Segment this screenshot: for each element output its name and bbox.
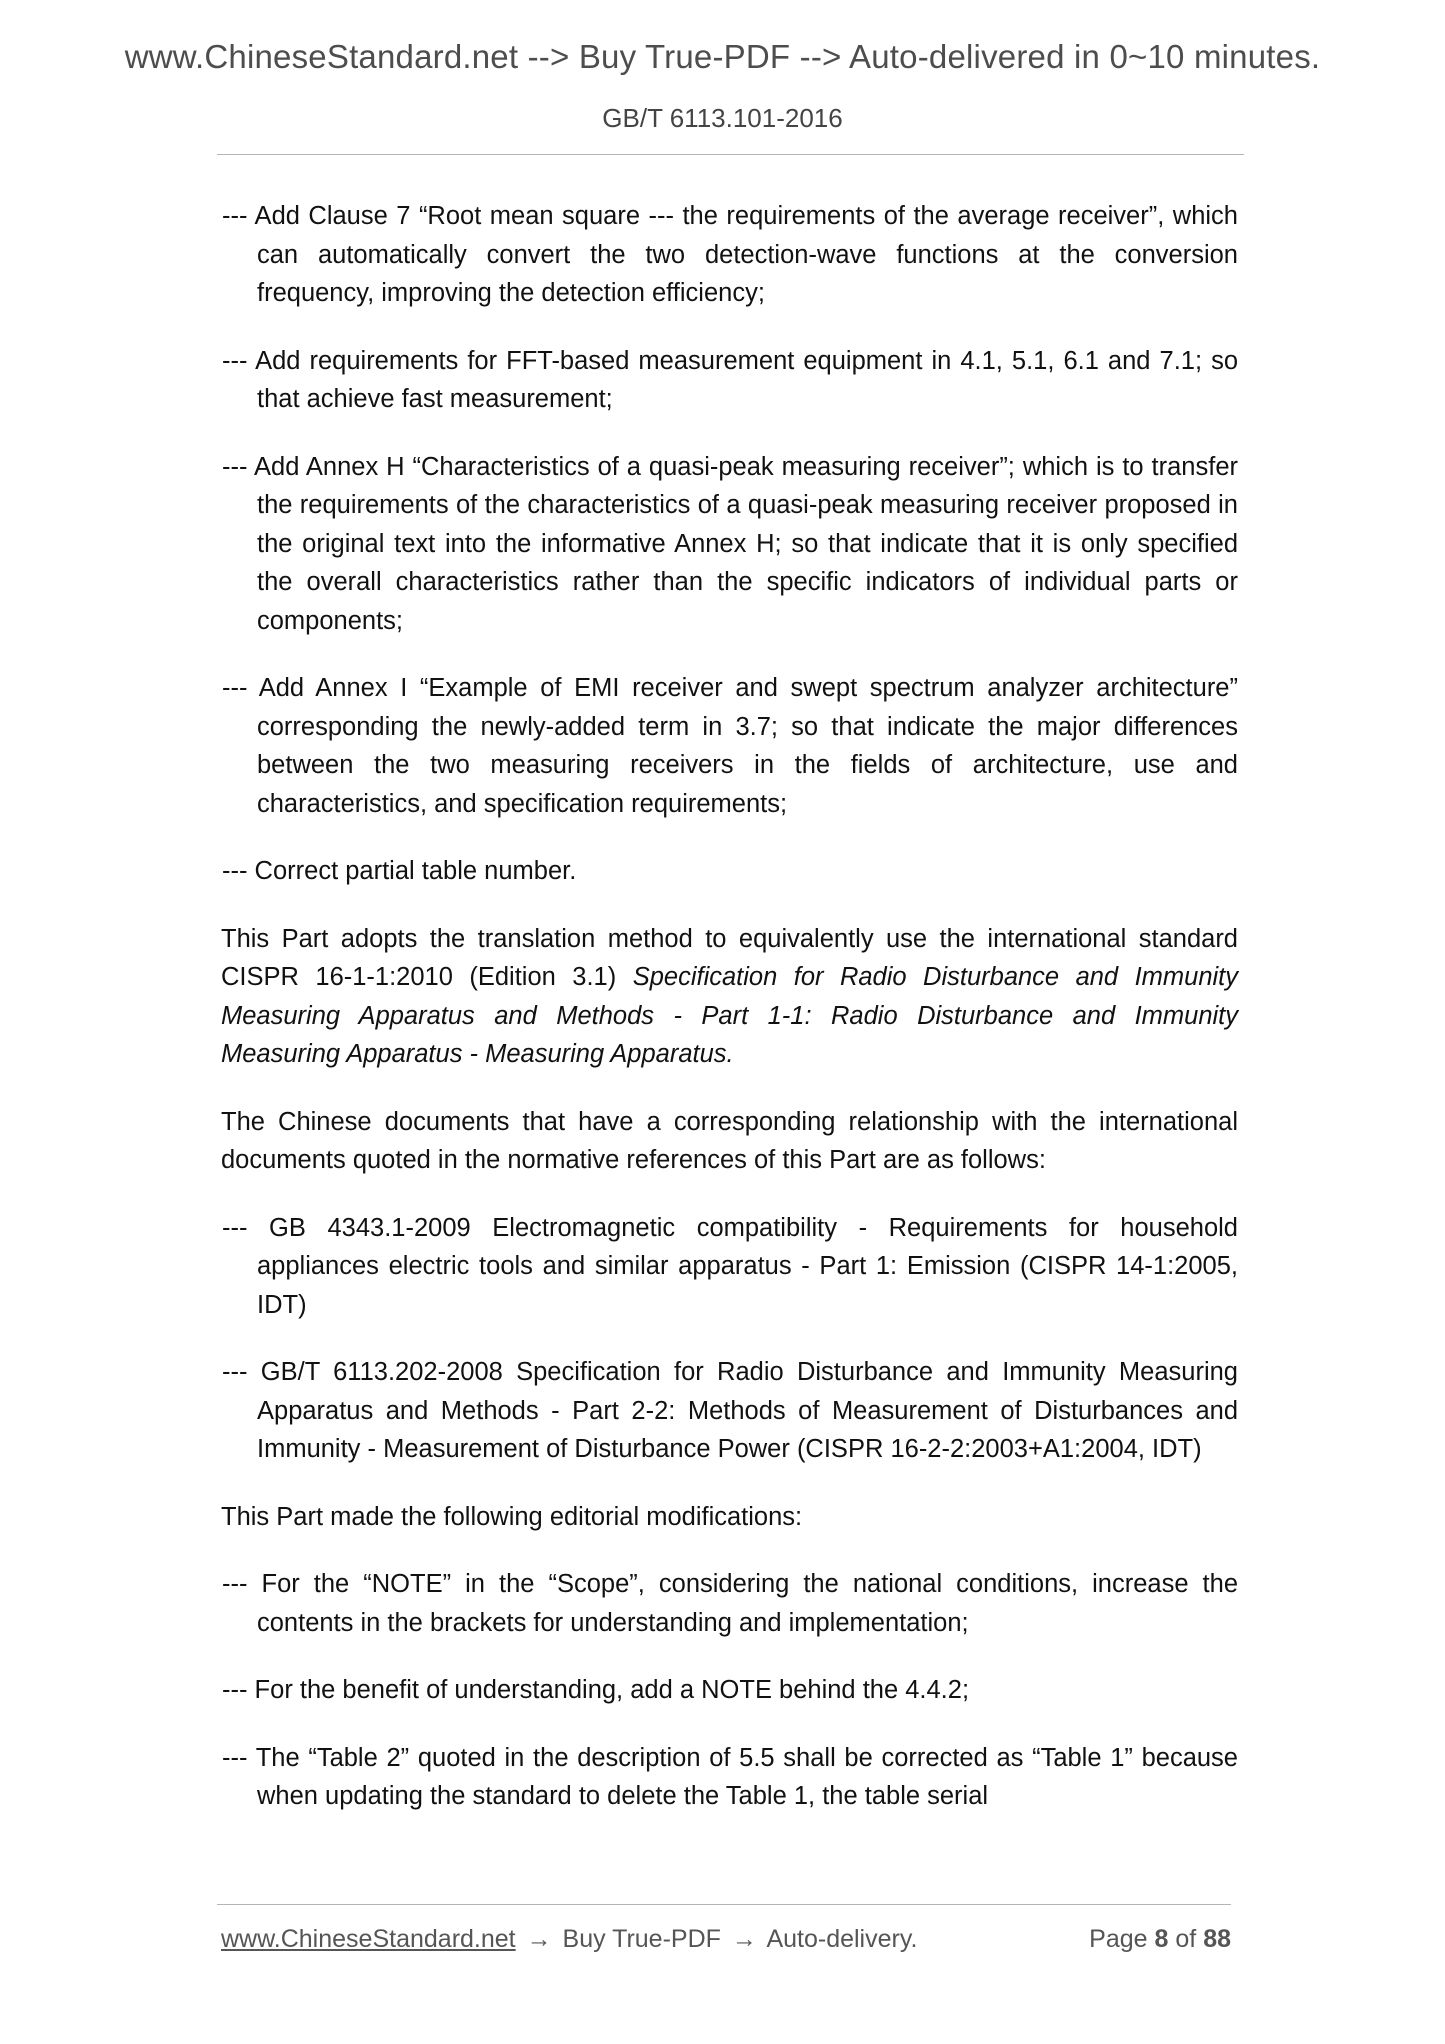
editorial-item-table-2: --- The “Table 2” quoted in the description of 5.5 shall be corrected as “Table 1” because when updating the standard to delete the Table 1, the table serial [222, 1743, 1238, 1810]
footer-delivery-text: Auto-delivery. [766, 1925, 918, 1953]
arrow-right-icon: → [526, 1925, 552, 1953]
correspondence-item-gbt-6113-202: --- GB/T 6113.202-2008 Specification for Radio Disturbance and Immunity Measuring Apparatus and Methods - Part 2-2: Methods of Measurement of Disturbances and Immunity - Measurement of Disturbance Power (CISPR 16-2-2:2003+A1:2004, IDT) [222, 1358, 1238, 1463]
editorial-item-note-scope: --- For the “NOTE” in the “Scope”, considering the national conditions, increase the contents in the brackets for understanding and implementation; [222, 1570, 1238, 1637]
page-word: Page [1089, 1925, 1148, 1953]
footer-buy-text: Buy True-PDF [562, 1925, 721, 1953]
change-item-annex-h: --- Add Annex H “Characteristics of a quasi-peak measuring receiver”; which is to transfer the requirements of the characteristics of a quasi-peak measuring receiver proposed in the original text into the informative Annex H; so that indicate that it is only specified the overall characteristics rather than the specific indicators of individual parts or components; [222, 452, 1238, 635]
page-body [222, 197, 1238, 1845]
correspondence-intro: The Chinese documents that have a corresponding relationship with the international documents quoted in the normative references of this Part are as follows: [221, 1107, 1238, 1174]
adopted-standard-title: Specification for Radio Disturbance and Immunity Measuring Apparatus and Methods - Part 1-1: Radio Disturbance and Immunity Measuring Apparatus - Measuring Apparatus. [221, 963, 1239, 1068]
page-counter [1089, 1925, 1231, 1954]
page-footer [221, 1925, 1231, 1954]
header-divider [217, 154, 1244, 155]
editorial-intro: This Part made the following editorial modifications: [221, 1502, 803, 1531]
correspondence-item-gb-4343: --- GB 4343.1-2009 Electromagnetic compatibility - Requirements for household appliances electric tools and similar apparatus - Part 1: Emission (CISPR 14-1:2005, IDT) [222, 1213, 1238, 1319]
source-banner: www.ChineseStandard.net --> Buy True-PDF --> Auto-delivered in 0~10 minutes. [124, 38, 1321, 75]
page-current: 8 [1154, 1925, 1169, 1953]
editorial-item-note-4-4-2: --- For the benefit of understanding, add a NOTE behind the 4.4.2; [222, 1676, 970, 1704]
change-item-annex-i: --- Add Annex I “Example of EMI receiver and swept spectrum analyzer architecture” corresponding the newly-added term in 3.7; so that indicate the major differences between the two measuring receivers in the fields of architecture, use and characteristics, and specification requirements; [222, 674, 1238, 818]
footer-divider [217, 1904, 1231, 1905]
change-item-fft: --- Add requirements for FFT-based measurement equipment in 4.1, 5.1, 6.1 and 7.1; so that achieve fast measurement; [222, 346, 1238, 413]
change-item-clause-7: --- Add Clause 7 “Root mean square --- the requirements of the average receiver”, which can automatically convert the two detection-wave functions at the conversion frequency, improving the detection efficiency; [222, 202, 1238, 307]
adoption-text: This Part adopts the translation method to equivalently use the international standard CISPR 16-1-1:2010 (Edition 3.1) [221, 924, 1238, 991]
footer-site-link[interactable]: www.ChineseStandard.net [221, 1925, 516, 1953]
page-total: 88 [1203, 1925, 1231, 1953]
standard-code-header: GB/T 6113.101-2016 [602, 103, 843, 133]
adoption-paragraph [221, 920, 1238, 1074]
of-word: of [1175, 1925, 1197, 1953]
change-item-table-number: --- Correct partial table number. [222, 857, 577, 885]
arrow-right-icon: → [731, 1925, 757, 1953]
